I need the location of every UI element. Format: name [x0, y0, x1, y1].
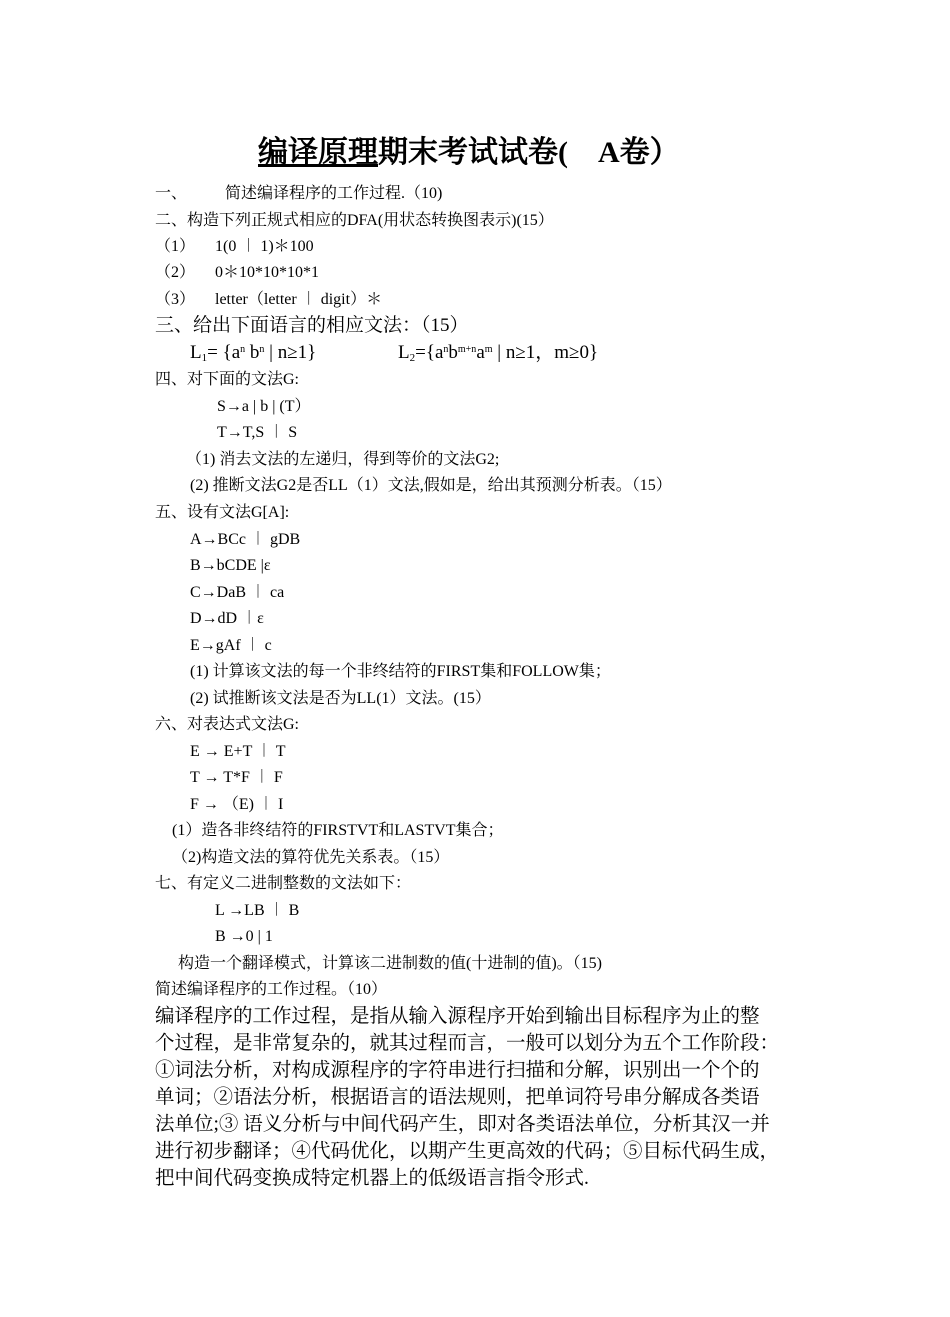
- q5-rule-3: C→DaB ︱ ca: [190, 584, 285, 601]
- q2-item-2-number: （2）: [155, 264, 196, 281]
- answer-heading: 简述编译程序的工作过程。（10）: [155, 981, 388, 998]
- answer-line-5: 法单位;③ 语义分析与中间代码产生，即对各类语法单位，分析其汉一并: [155, 1114, 770, 1135]
- q4-heading: 四、对下面的文法G:: [155, 371, 300, 388]
- q5-rule-5: E→gAf ︱ c: [190, 637, 272, 654]
- q5-task-2: (2) 试推断该文法是否为LL(1）文法。(15）: [190, 690, 491, 707]
- q6-rule-1: E → E+T ︱ T: [190, 743, 286, 760]
- q1: [155, 184, 442, 204]
- q6-task-2: （2)构造文法的算符优先关系表。（15）: [172, 849, 450, 866]
- q4-task-1: （1) 消去文法的左递归，得到等价的文法G2;: [186, 451, 500, 468]
- q4-rule-1: S→a | b | (T）: [217, 398, 311, 415]
- l2-part-a: ={a: [415, 342, 444, 363]
- q2-item-3-expr: letter（letter ︱ digit）＊: [215, 291, 383, 308]
- l1-part-a: = {a: [207, 342, 241, 363]
- q5-rule-4: D→dD ︱ε: [190, 610, 264, 627]
- l2-name: L: [398, 342, 410, 363]
- answer-line-1: 编译程序的工作过程，是指从输入源程序开始到输出目标程序为止的整: [155, 1006, 760, 1027]
- answer-line-7: 把中间代码变换成特定机器上的低级语言指令形式.: [155, 1168, 589, 1189]
- l1-exponent-2: n: [259, 344, 265, 355]
- l2-part-b: b: [448, 342, 458, 363]
- exam-title: [258, 136, 680, 170]
- l1-name: L: [190, 342, 202, 363]
- answer-line-2: 个过程，是非常复杂的，就其过程而言，一般可以划分为五个工作阶段：: [155, 1033, 780, 1054]
- l2-exponent-1: n: [443, 344, 449, 355]
- answer-line-3: ①词法分析，对构成源程序的字符串进行扫描和分解，识别出一个个的: [155, 1060, 760, 1081]
- q2-item-2: [155, 263, 319, 283]
- q7-heading: 七、有定义二进制整数的文法如下：: [155, 875, 412, 892]
- l2-subscript: 2: [409, 352, 416, 364]
- q6-heading: 六、对表达式文法G:: [155, 716, 300, 733]
- l1-subscript: 1: [201, 352, 208, 364]
- q5-rule-1: A→BCc ︱ gDB: [190, 531, 301, 548]
- answer-line-6: 进行初步翻译；④代码优化，以期产生更高效的代码；⑤目标代码生成，: [155, 1141, 780, 1162]
- q6-task-1: (1）造各非终结符的FIRSTVT和LASTVT集合；: [172, 822, 504, 839]
- title-underlined: 编译原理: [258, 136, 378, 169]
- l2-exponent-3: m: [484, 344, 493, 355]
- q2-item-1-number: （1）: [155, 238, 196, 255]
- q4-task-2: (2) 推断文法G2是否LL（1）文法,假如是，给出其预测分析表。（15）: [190, 477, 672, 494]
- l1-exponent-1: n: [240, 344, 246, 355]
- q2-item-2-expr: 0＊10*10*10*1: [215, 264, 320, 281]
- l2-exponent-2: m+n: [457, 344, 477, 355]
- q3-language-l2: [398, 340, 598, 366]
- q5-heading: 五、设有文法G[A]:: [155, 504, 290, 521]
- answer-line-4: 单词；②语法分析，根据语言的语法规则，把单词符号串分解成各类语: [155, 1087, 760, 1108]
- l1-part-b: b: [245, 342, 260, 363]
- q2-item-3-number: （3）: [155, 291, 196, 308]
- q2-item-1-expr: 1(0 ︱ 1)＊100: [215, 238, 314, 255]
- q1-text: 简述编译程序的工作过程.（10): [225, 185, 443, 202]
- q2-item-3: [155, 290, 382, 310]
- q7-rule-1: L →LB ︱ B: [215, 902, 300, 919]
- q1-number: 一、: [155, 185, 188, 202]
- title-rest: 期末考试试卷( A卷）: [378, 136, 680, 169]
- q6-rule-2: T → T*F ︱ F: [190, 769, 283, 786]
- q3-heading: 三、给出下面语言的相应文法：（15）: [155, 315, 469, 336]
- q5-rule-2: B→bCDE |ε: [190, 557, 271, 574]
- l1-part-c: | n≥1}: [264, 342, 317, 363]
- q3-language-l1: [190, 340, 316, 366]
- q6-rule-3: F → （E) ︱ I: [190, 796, 284, 813]
- q2-item-1: [155, 237, 314, 257]
- q7-task: 构造一个翻译模式，计算该二进制数的值(十进制的值)。（15): [178, 955, 602, 972]
- q7-rule-2: B →0 | 1: [215, 928, 273, 945]
- l2-part-d: | n≥1，m≥0}: [492, 342, 599, 363]
- q4-rule-2: T→T,S ︱ S: [217, 424, 298, 441]
- q2-heading: 二、构造下列正规式相应的DFA(用状态转换图表示)(15）: [155, 212, 554, 229]
- l2-part-c: a: [476, 342, 485, 363]
- q5-task-1: (1) 计算该文法的每一个非终结符的FIRST集和FOLLOW集；: [190, 663, 611, 680]
